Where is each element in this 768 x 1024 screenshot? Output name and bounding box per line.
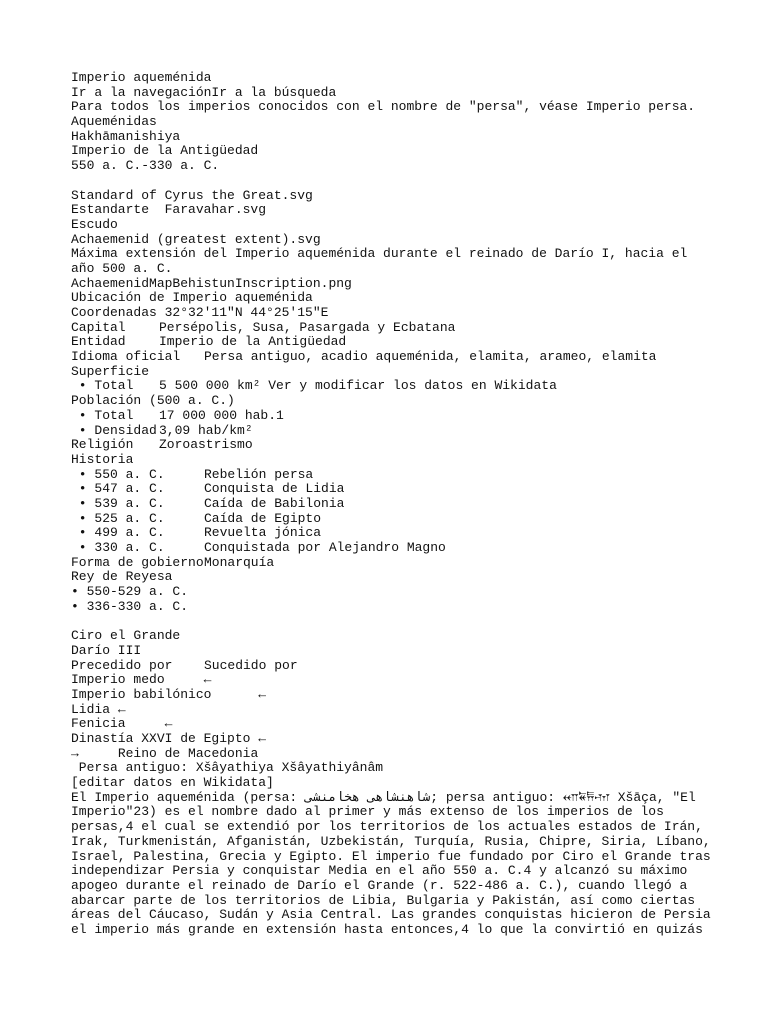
reign-item: • 336-330 a. C. [71, 598, 189, 614]
capital-value: Persépolis, Susa, Pasargada y Ecbatana [159, 319, 456, 335]
area-total-value: 5 500 000 km² Ver y modificar los datos en Wikidata [159, 378, 557, 394]
entity-value: Imperio de la Antigüedad [159, 334, 347, 350]
spacer-gap [79, 746, 118, 761]
map-caption: Máxima extensión del Imperio aqueménida durante el reinado de Darío I, hacia el año 500 a. C. [71, 246, 688, 276]
history-event: Conquista de Lidia [204, 481, 345, 497]
history-event: Caída de Babilonia [204, 495, 345, 511]
spacer [71, 174, 711, 189]
predecessor-name[interactable]: Imperio babilónico [71, 686, 212, 702]
arrow-left-icon: ← [258, 686, 267, 702]
hatnote: Para todos los imperios conocidos con el nombre de "persa", véase Imperio persa. [71, 99, 696, 115]
predecessor[interactable] [71, 703, 711, 718]
king-header: Rey de Reyesa [71, 569, 173, 585]
history-event: Conquistada por Alejandro Magno [204, 540, 446, 556]
old-persian-title: Persa antiguo: Xšâyathiya Xšâyathiyânâm [71, 760, 384, 776]
history-date: • 547 a. C. [71, 481, 165, 497]
pop-density-label: • Densidad [71, 422, 157, 438]
reign-item: • 550-529 a. C. [71, 584, 189, 600]
area-header: Superficie [71, 363, 150, 379]
infobox-name: Aqueménidas [71, 114, 157, 130]
intro-paragraph: El Imperio aqueménida (persa: شاهنشاهی هخامنشی; persa antiguo: 𐎧𐏁𐏂𐎶 Xšāça, "El Imperio"23) es el nombre dado al primer y más extenso de los imperios de los persas,4 el cual se extendió por los territorios de los actuales estados de Irán, Irak, Turkmenistán, Afganistán, Uzbekistán, Turquía, Rusia, Chipre, Siria, Líbano, Israel, Palestina, Grecia y Egipto. El imperio fue fundado por Ciro el Grande tras independizar Persia y conquistar Media en el año 550 a. C.4 y alcanzó su máximo apogeo durante el reinado de Darío el Grande (r. 522-486 a. C.), cuando llegó a abarcar parte de los territorios de Libia, Bulgaria y Pakistán, así como ciertas áreas del Cáucaso, Sudán y Asia Central. Las grandes conquistas hicieron de Persia el imperio más grande en extensión hasta entonces,4 lo que la convirtió en quizás [71, 789, 711, 938]
pop-total-row [71, 409, 711, 424]
map-file[interactable]: Achaemenid (greatest extent).svg [71, 231, 321, 247]
predecessor-name[interactable]: Imperio medo [71, 672, 165, 688]
history-event: Revuelta jónica [204, 525, 322, 541]
arrow-left-icon: ← [117, 701, 126, 717]
spacer-gap [126, 716, 165, 731]
infobox-native-name: Hakhāmanishiya [71, 128, 181, 144]
page-title: Imperio aqueménida [71, 70, 212, 85]
population-header: Población (500 a. C.) [71, 393, 235, 409]
capital-row [71, 321, 711, 336]
pop-density-row [71, 424, 711, 439]
location-label: Ubicación de Imperio aqueménida [71, 290, 313, 306]
religion-label: Religión [71, 437, 134, 453]
government-value: Monarquía [204, 554, 275, 570]
language-row [71, 350, 711, 365]
entity-label: Entidad [71, 334, 126, 350]
spacer-gap [211, 687, 258, 702]
history-row [71, 512, 711, 527]
skip-links[interactable]: Ir a la navegaciónIr a la búsqueda [71, 84, 337, 100]
infobox-type: Imperio de la Antigüedad [71, 143, 259, 159]
religion-row [71, 438, 711, 453]
history-date: • 539 a. C. [71, 495, 165, 511]
language-label: Idioma oficial [71, 349, 181, 365]
spacer [71, 614, 711, 629]
succeeded-label: Sucedido por [204, 657, 298, 673]
history-header: Historia [71, 451, 134, 467]
predecessor[interactable] [71, 673, 711, 688]
history-date: • 330 a. C. [71, 540, 165, 556]
map2-file[interactable]: AchaemenidMapBehistunInscription.png [71, 275, 352, 291]
spacer-gap [110, 702, 118, 717]
predecessor-name[interactable]: Fenicia [71, 716, 126, 732]
arrow-left-icon: ← [258, 730, 267, 746]
coordinates[interactable]: Coordenadas 32°32'11"N 44°25'15"E [71, 305, 329, 321]
capital-label: Capital [71, 319, 126, 335]
history-date: • 499 a. C. [71, 525, 165, 541]
preceded-label: Precedido por [71, 657, 173, 673]
successor-name[interactable]: Reino de Macedonia [117, 745, 259, 761]
infobox-period: 550 a. C.-330 a. C. [71, 158, 220, 174]
successor[interactable] [71, 747, 711, 762]
area-total-label: • Total [71, 378, 134, 394]
flag-row: Estandarte Faravahar.svg [71, 202, 267, 218]
history-date: • 550 a. C. [71, 466, 165, 482]
pop-total-label: • Total [71, 407, 134, 423]
succession-header [71, 659, 711, 674]
history-row [71, 482, 711, 497]
government-row [71, 556, 711, 571]
document-page [71, 71, 711, 938]
arrow-left-icon: ← [203, 672, 212, 688]
religion-value: Zoroastrismo [159, 437, 253, 453]
pop-density-value: 3,09 hab/km² [159, 422, 253, 438]
predecessor[interactable] [71, 717, 711, 732]
history-date: • 525 a. C. [71, 510, 165, 526]
king-name[interactable]: Darío III [71, 642, 142, 658]
entity-row [71, 335, 711, 350]
spacer-gap [165, 672, 204, 687]
predecessor-name[interactable]: Lidia [71, 701, 111, 717]
history-event: Rebelión persa [204, 466, 314, 482]
predecessor-name[interactable]: Dinastía XXVI de Egipto [71, 730, 251, 746]
coat-label: Escudo [71, 216, 118, 232]
history-row [71, 526, 711, 541]
history-row [71, 497, 711, 512]
predecessor[interactable] [71, 732, 711, 747]
flag-file[interactable]: Standard of Cyrus the Great.svg [71, 187, 313, 203]
arrow-left-icon: ← [164, 716, 173, 732]
pop-total-value: 17 000 000 hab.1 [159, 407, 284, 423]
language-value: Persa antiguo, acadio aqueménida, elamita, arameo, elamita [204, 349, 657, 365]
history-event: Caída de Egipto [204, 510, 322, 526]
arrow-right-icon: → [71, 745, 79, 761]
predecessor[interactable] [71, 688, 711, 703]
history-row [71, 468, 711, 483]
king-name[interactable]: Ciro el Grande [71, 628, 181, 644]
edit-wikidata-link[interactable]: [editar datos en Wikidata] [71, 775, 274, 791]
history-row [71, 541, 711, 556]
area-total-row [71, 379, 711, 394]
government-label: Forma de gobierno [71, 554, 204, 570]
